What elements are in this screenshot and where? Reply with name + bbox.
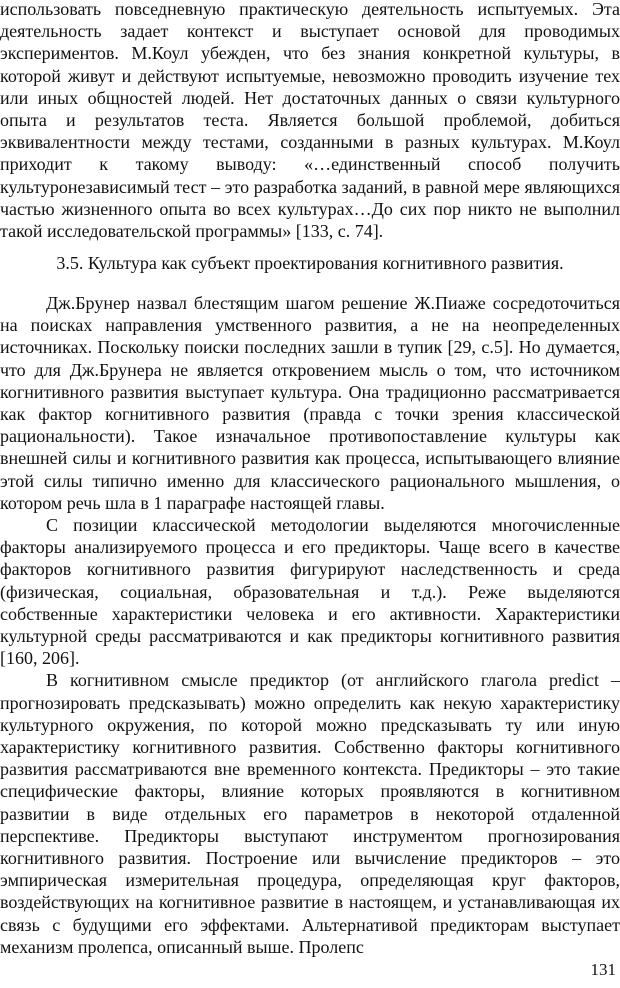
paragraph-2: С позиции классической методологии выделяются многочисленные факторы анализируемого процесса и его предикторы. Чаще всего в качестве факторов когнитивного развития фигурируют наследственность и среда (физическая, социальная, образовательная и т.д.). Реже выделяются собственные характеристики человека и его активности. Характеристики культурной среды рассматриваются и как предикторы когнитивного развития [160, 206]. — [0, 515, 620, 669]
section-heading: 3.5. Культура как субъект проектирования когнитивного развития. — [56, 253, 564, 273]
intro-text-block — [0, 0, 620, 242]
intro-paragraph: использовать повседневную практическую деятельность испытуемых. Эта деятельность задает контекст и выступает основой для проводимых экспериментов. М.Коул убежден, что без знания конкретной культуры, в которой живут и действуют испытуемые, невозможно проводить изучение тех или иных общностей людей. Нет достаточных данных о связи культурного опыта и результатов теста. Является большой проблемой, добиться эквивалентности между тестами, созданными в разных культурах. М.Коул приходит к такому выводу: «…единственный способ получить культуронезависимый тест – это разработка заданий, в равной мере являющихся частью жизненного опыта во всех культурах…До сих пор никто не выполнил такой исследовательской программы» [133, с. 74]. — [0, 0, 620, 242]
paragraph-1: Дж.Брунер назвал блестящим шагом решение Ж.Пиаже сосредоточиться на поисках направления умственного развития, а не на неопределенных источниках. Поскольку поиски последних зашли в тупик [29, с.5]. Но думается, что для Дж.Брунера не является откровением мысль о том, что источником когнитивного развития выступает культура. Она традиционно рассматривается как фактор когнитивного развития (правда с точки зрения классической рациональности). Такое изначальное противопоставление культуры как внешней силы и когнитивного развития как процесса, испытывающего влияние этой силы типично именно для классического рационального мышления, о котором речь шла в 1 параграфе настоящей главы. — [0, 293, 620, 513]
main-text-block — [0, 292, 620, 958]
paragraph-3: В когнитивном смысле предиктор (от английского глагола predict – прогнозировать предсказывать) можно определить как некую характеристику культурного окружения, по которой можно предсказывать ту или иную характеристику когнитивного развития. Собственно факторы когнитивного развития рассматриваются вне временного контекста. Предикторы – это такие специфические факторы, влияние которых проявляются в когнитивном развитии в виде отдельных его параметров в некоторой отдаленной перспективе. Предикторы выступают инструментом прогнозирования когнитивного развития. Построение или вычисление предикторов – это эмпирическая измерительная процедура, определяющая круг факторов, воздействующих на когнитивное развитие в настоящем, и устанавливающая их связь с будущими его эффектами. Альтернативой предикторам выступает механизм пролепса, описанный выше. Пролепс — [0, 670, 620, 957]
page-number: 131 — [590, 960, 616, 979]
